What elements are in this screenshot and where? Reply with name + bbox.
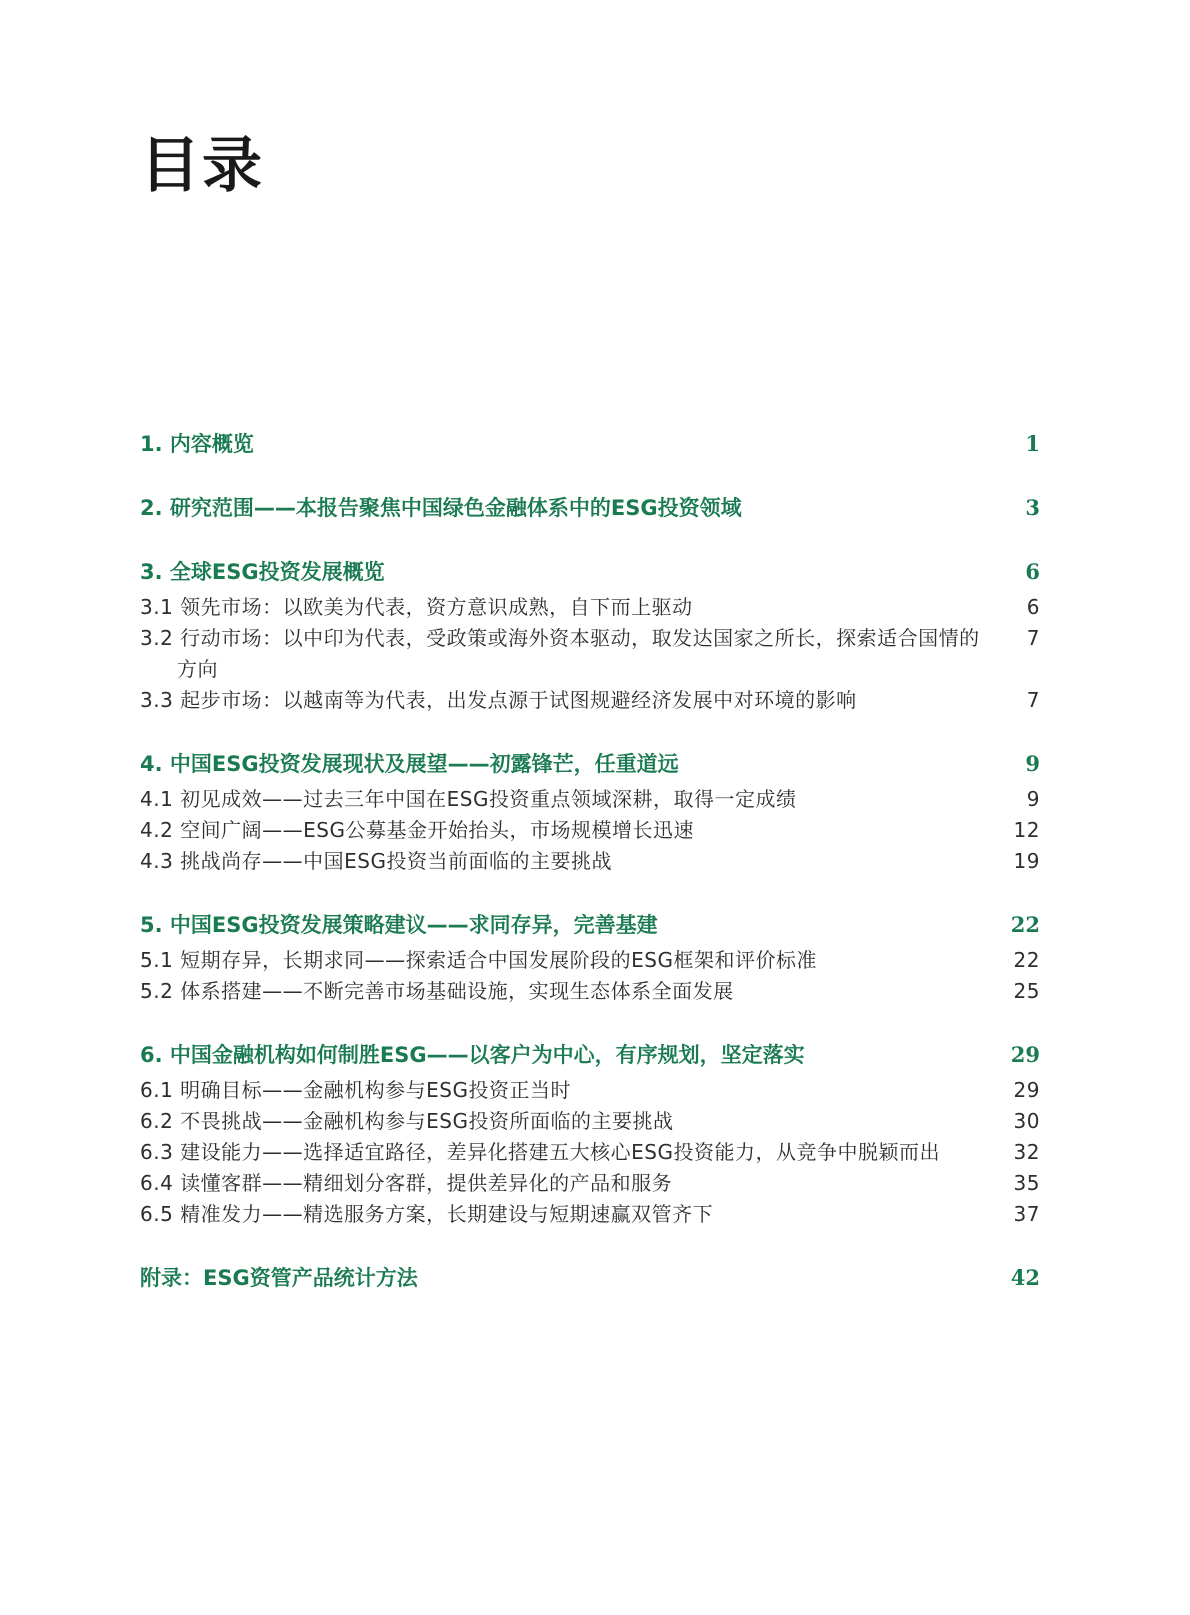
toc-section-page-number: 1 [1025, 431, 1040, 456]
toc-section [140, 492, 1040, 524]
toc-subsection-title: 6.5 精准发力——精选服务方案，长期建设与短期速赢双管齐下 [140, 1202, 714, 1226]
toc-section-entry[interactable] [140, 1262, 1040, 1294]
toc-subsection-page-number: 7 [1026, 688, 1040, 712]
toc-subsection-page-number: 25 [1013, 979, 1040, 1003]
toc-subsection-title: 3.3 起步市场：以越南等为代表，出发点源于试图规避经济发展中对环境的影响 [140, 688, 857, 712]
toc-section-entry[interactable] [140, 1039, 1040, 1071]
toc-subsection-entry[interactable] [140, 976, 1040, 1007]
toc-subsection-entry[interactable] [140, 623, 1040, 685]
toc-subsection-page-number: 12 [1013, 818, 1040, 842]
toc-section [140, 428, 1040, 460]
toc-section-entry[interactable] [140, 492, 1040, 524]
toc-subsection-entry[interactable] [140, 784, 1040, 815]
toc-section [140, 1039, 1040, 1230]
toc-subsection-page-number: 19 [1013, 849, 1040, 873]
toc-subsection-entry[interactable] [140, 1137, 1040, 1168]
toc-section-title: 5. 中国ESG投资发展策略建议——求同存异，完善基建 [140, 913, 658, 937]
toc-subsection-page-number: 32 [1013, 1140, 1040, 1164]
toc-subsection-title: 6.4 读懂客群——精细划分客群，提供差异化的产品和服务 [140, 1171, 673, 1195]
toc-section-page-number: 3 [1025, 495, 1040, 520]
toc-section-entry[interactable] [140, 428, 1040, 460]
toc-section-entry[interactable] [140, 556, 1040, 588]
toc-section-page-number: 6 [1025, 559, 1040, 584]
toc-subsection-title: 3.1 领先市场：以欧美为代表，资方意识成熟，自下而上驱动 [140, 595, 693, 619]
toc-subsection-title: 6.1 明确目标——金融机构参与ESG投资正当时 [140, 1078, 571, 1102]
toc-section [140, 748, 1040, 877]
toc-subsection-page-number: 6 [1026, 595, 1040, 619]
toc-subsection-title: 5.1 短期存异，长期求同——探索适合中国发展阶段的ESG框架和评价标准 [140, 948, 817, 972]
toc-section-title: 3. 全球ESG投资发展概览 [140, 560, 385, 584]
toc-section-page-number: 9 [1025, 751, 1040, 776]
toc-subsection-page-number: 22 [1013, 948, 1040, 972]
page-title: 目录 [140, 131, 264, 201]
toc-subsection-entry[interactable] [140, 815, 1040, 846]
toc-subsection-page-number: 29 [1013, 1078, 1040, 1102]
toc-subsection-entry[interactable] [140, 846, 1040, 877]
toc-section-page-number: 29 [1010, 1042, 1040, 1067]
toc-subsection-title: 5.2 体系搭建——不断完善市场基础设施，实现生态体系全面发展 [140, 979, 734, 1003]
table-of-contents [140, 428, 1040, 1326]
toc-subsection-title: 4.1 初见成效——过去三年中国在ESG投资重点领域深耕，取得一定成绩 [140, 787, 797, 811]
toc-subsection-title: 6.2 不畏挑战——金融机构参与ESG投资所面临的主要挑战 [140, 1109, 674, 1133]
toc-subsection-title: 4.2 空间广阔——ESG公募基金开始抬头，市场规模增长迅速 [140, 818, 694, 842]
toc-section-title: 附录：ESG资管产品统计方法 [140, 1266, 418, 1290]
toc-subsection-entry[interactable] [140, 592, 1040, 623]
toc-subsection-entry[interactable] [140, 945, 1040, 976]
toc-subsection-entry[interactable] [140, 1168, 1040, 1199]
toc-subsection-page-number: 35 [1013, 1171, 1040, 1195]
toc-subsection-entry[interactable] [140, 1199, 1040, 1230]
toc-subsection-entry[interactable] [140, 1106, 1040, 1137]
toc-section [140, 909, 1040, 1007]
toc-subsection-page-number: 7 [1026, 626, 1040, 650]
toc-subsection-entry[interactable] [140, 685, 1040, 716]
toc-section-entry[interactable] [140, 909, 1040, 941]
toc-section-title: 6. 中国金融机构如何制胜ESG——以客户为中心，有序规划，坚定落实 [140, 1043, 805, 1067]
toc-section [140, 1262, 1040, 1294]
toc-subsection-entry[interactable] [140, 1075, 1040, 1106]
toc-section-page-number: 22 [1010, 912, 1040, 937]
toc-section-entry[interactable] [140, 748, 1040, 780]
toc-section-title: 1. 内容概览 [140, 432, 254, 456]
toc-subsection-page-number: 37 [1013, 1202, 1040, 1226]
toc-subsection-title: 6.3 建设能力——选择适宜路径，差异化搭建五大核心ESG投资能力，从竞争中脱颖而出 [140, 1140, 940, 1164]
toc-subsection-page-number: 30 [1013, 1109, 1040, 1133]
toc-section-title: 4. 中国ESG投资发展现状及展望——初露锋芒，任重道远 [140, 752, 679, 776]
toc-subsection-page-number: 9 [1026, 787, 1040, 811]
toc-subsection-title: 3.2 行动市场：以中印为代表，受政策或海外资本驱动，取发达国家之所长，探索适合国情的方向 [140, 626, 980, 681]
toc-section-page-number: 42 [1010, 1265, 1040, 1290]
toc-section [140, 556, 1040, 716]
toc-section-title: 2. 研究范围——本报告聚焦中国绿色金融体系中的ESG投资领域 [140, 496, 742, 520]
toc-subsection-title: 4.3 挑战尚存——中国ESG投资当前面临的主要挑战 [140, 849, 612, 873]
